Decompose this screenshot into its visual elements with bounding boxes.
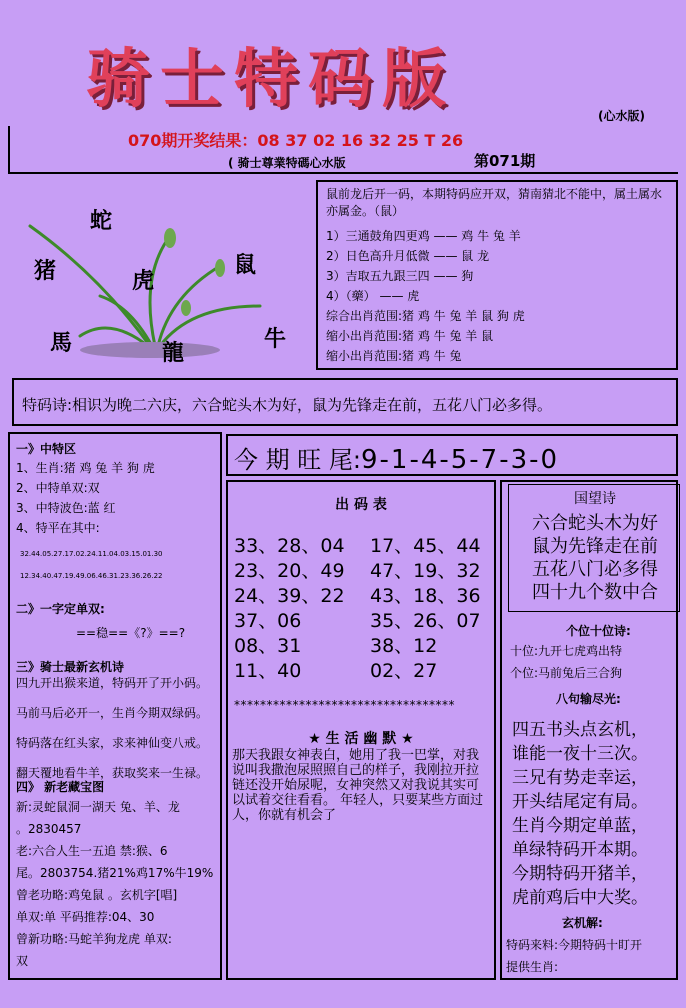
- eight-line: 单绿特码开本期。: [512, 840, 648, 860]
- number-row: 02、27: [370, 660, 438, 682]
- guowang-line: 四十九个数中合: [532, 582, 658, 603]
- page-title: 骑士特码版: [86, 42, 456, 117]
- poem-line: 特码落在红头家，求来神仙变八戒。: [16, 736, 209, 750]
- guowang-title: 国望诗: [574, 491, 616, 507]
- number-row: 17、45、44: [370, 535, 481, 557]
- section-title: 一》中特区: [16, 442, 77, 456]
- zodiac-label: 蛇: [90, 209, 113, 234]
- zodiac-label: 猪: [34, 259, 57, 284]
- lucky-tail-label: 今 期 旺 尾:: [234, 446, 361, 474]
- list-item: 3、中特波色:蓝 红: [16, 501, 116, 515]
- edition-tag: (心水版): [598, 109, 645, 123]
- map-line: 尾。2803754.猪21%鸡17%牛19%: [16, 866, 214, 880]
- map-line: 单双:单 平码推荐:04、30: [16, 910, 155, 924]
- guowang-line: 五花八门必多得: [532, 559, 658, 580]
- treasure-map: [16, 796, 220, 972]
- odd-even-pick: ==稳==《?》==?: [76, 626, 186, 640]
- list-item: 4、特平在其中:: [16, 521, 100, 535]
- map-line: 曾老功略:鸡兔鼠 。玄机字[唱]: [16, 888, 178, 902]
- tip-line: 综合出肖范围:猪 鸡 牛 兔 羊 鼠 狗 虎: [326, 309, 525, 323]
- xuanji-line: 特码来料:今期特码十盯开: [506, 938, 643, 952]
- issue-number: 第071期: [474, 152, 536, 170]
- map-line: 新:灵蛇鼠洞一湖天 兔、羊、龙: [16, 800, 180, 814]
- number-row: 43、18、36: [370, 585, 481, 607]
- number-row: 38、12: [370, 635, 438, 657]
- ones-digit: 个位:马前兔后三合狗: [510, 666, 623, 680]
- number-row: 08、31: [234, 635, 302, 657]
- draw-result: 070期开奖结果：08 37 02 16 32 25 T 26: [128, 131, 464, 150]
- eight-line: 谁能一夜十三次。: [512, 744, 648, 764]
- tips-list: [326, 226, 525, 366]
- eight-lines: [512, 718, 648, 910]
- map-line: 双: [16, 954, 29, 968]
- joke-body: 那天我跟女神表白，她用了我一巴掌，对我说叫我撒泡尿照照自己的样子，我刚拉开拉链还没开始尿呢，女神突然又对我说其实可以试着交往看看。 年轻人，只要某些方面过人，你就有机会了: [232, 748, 484, 823]
- number-row: 35、26、07: [370, 610, 481, 632]
- tip-line: 1）三通鼓角四更鸡 —— 鸡 牛 兔 羊: [326, 229, 521, 243]
- guowang-lines: [510, 512, 680, 604]
- eight-line: 开头结尾定有局。: [512, 792, 648, 812]
- eight-line: 今期特码开猪羊，: [512, 864, 648, 884]
- number-row: 23、20、49: [234, 560, 345, 582]
- subtitle: ( 骑士尊業特碼心水版: [228, 156, 346, 170]
- numbers-col-left: [234, 534, 345, 684]
- section-title: 四》 新老藏宝图: [16, 780, 105, 794]
- tip-line: 2）日色高升月低微 —— 鼠 龙: [326, 249, 490, 263]
- middle-column: [226, 480, 496, 980]
- left-column: [8, 432, 222, 980]
- numbers-row: 12.34.40.47.19.49.06.46.31.23.36.26.22: [20, 572, 163, 580]
- number-row: 37、06: [234, 610, 302, 632]
- guowang-line: 鼠为先锋走在前: [532, 536, 658, 557]
- star-divider: **********************************: [234, 698, 455, 712]
- tips-box: [316, 180, 678, 370]
- tip-line: 缩小出肖范围:猪 鸡 牛 兔: [326, 349, 462, 363]
- digits-title: 个位十位诗:: [566, 624, 631, 638]
- number-row: 47、19、32: [370, 560, 481, 582]
- tip-line: 4）（藥） —— 虎: [326, 289, 420, 303]
- map-line: 。2830457: [16, 822, 82, 836]
- guowang-line: 六合蛇头木为好: [532, 513, 658, 534]
- zodiac-label: 馬: [50, 331, 73, 356]
- number-row: 24、39、22: [234, 585, 345, 607]
- section-title: 二》一字定单双:: [16, 602, 105, 616]
- tip-line: 缩小出肖范围:猪 鸡 牛 兔 羊 鼠: [326, 329, 494, 343]
- list-item: 1、生肖:猪 鸡 兔 羊 狗 虎: [16, 461, 155, 475]
- poem-line: 四九开出猴来道，特码开了开小码。: [16, 676, 209, 690]
- eight-line: 生肖今期定单蓝，: [512, 816, 648, 836]
- lucky-tail: [234, 440, 559, 475]
- special-poem: 特码诗:相识为晚二六庆，六合蛇头木为好，鼠为先锋走在前，五花八门必多得。: [22, 396, 553, 414]
- number-row: 11、40: [234, 660, 302, 682]
- xuanji-title: 玄机解:: [562, 916, 603, 930]
- zodiac-label: 龍: [162, 341, 185, 366]
- poem-line: 翻天覆地看牛羊，获取奖来一生禄。: [16, 766, 209, 780]
- eight-line: 三兄有势走幸运，: [512, 768, 648, 788]
- zodiac-art: [20, 186, 310, 366]
- section-title: 三》骑士最新玄机诗: [16, 660, 125, 674]
- numbers-col-right: [370, 534, 481, 684]
- lucky-tail-value: 9-1-4-5-7-3-0: [360, 445, 560, 475]
- sec1-list: [16, 458, 216, 538]
- tens-digit: 十位:九开七虎鸡出特: [510, 644, 623, 658]
- zodiac-label: 牛: [264, 327, 287, 352]
- xuanji-line: 提供生肖:: [506, 960, 559, 974]
- map-line: 曾新功略:马蛇羊狗龙虎 单双:: [16, 932, 172, 946]
- tips-intro: 鼠前龙后开一码，本期特码应开双，猜南猜北不能中，属土属水亦属金。（鼠）: [326, 187, 663, 218]
- eight-line: 虎前鸡后中大奖。: [512, 888, 648, 908]
- joke-title: ★ 生 活 幽 默 ★: [308, 731, 414, 747]
- zodiac-label: 虎: [132, 269, 155, 294]
- numbers-row: 32.44.05.27.17.02.24.11.04.03.15.01.30: [20, 550, 163, 558]
- list-item: 2、中特单双:双: [16, 481, 100, 495]
- poem-line: 马前马后必开一，生肖今期双绿码。: [16, 706, 209, 720]
- tip-line: 3）吉取五九跟三四 —— 狗: [326, 269, 474, 283]
- eight-line: 四五书头点玄机，: [512, 720, 648, 740]
- table-title: 出 码 表: [335, 497, 387, 513]
- zodiac-label: 鼠: [234, 253, 257, 278]
- number-row: 33、28、04: [234, 535, 345, 557]
- eight-title: 八句输尽光:: [556, 692, 621, 706]
- header-divider: [8, 172, 678, 174]
- map-line: 老:六合人生一五追 禁:猴、6: [16, 844, 168, 858]
